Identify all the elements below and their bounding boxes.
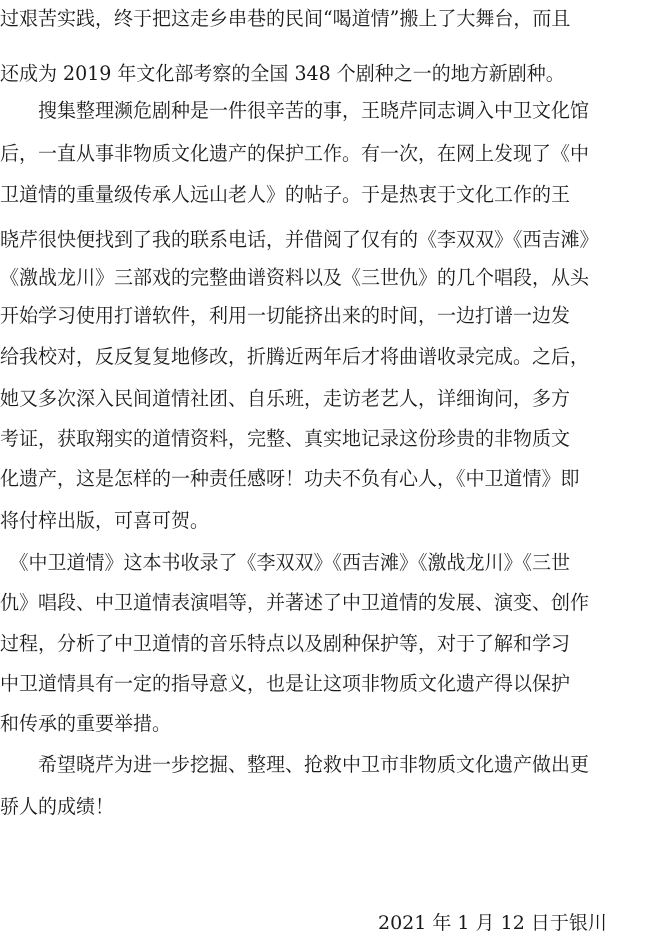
text-line: 《中卫道情》这本书收录了《李双双》《西吉滩》《激战龙川》《三世 bbox=[0, 551, 570, 574]
text-line: 仇》唱段、中卫道情表演唱等，并著述了中卫道情的发展、演变、创作 bbox=[0, 591, 589, 614]
text-line: 《激战龙川》三部戏的完整曲谱资料以及《三世仇》的几个唱段，从头 bbox=[0, 266, 589, 289]
text-line: 给我校对，反反复复地修改，折腾近两年后才将曲谱收录完成。之后， bbox=[0, 345, 589, 368]
text-line: 搜集整理濒危剧种是一件很辛苦的事，王晓芹同志调入中卫文化馆 bbox=[0, 99, 589, 122]
signature-date: 2021 年 1 月 12 日于银川 bbox=[378, 912, 607, 934]
text-line: 还成为 2019 年文化部考察的全国 348 个剧种之一的地方新剧种。 bbox=[0, 62, 565, 85]
text-line: 化遗产，这是怎样的一种责任感呀！功夫不负有心人，《中卫道情》即 bbox=[0, 467, 580, 490]
text-line: 她又多次深入民间道情社团、自乐班，走访老艺人，详细询问，多方 bbox=[0, 387, 570, 410]
text-line: 过艰苦实践，终于把这走乡串巷的民间“喝道情”搬上了大舞台，而且 bbox=[0, 7, 571, 30]
text-line: 过程，分析了中卫道情的音乐特点以及剧种保护等，对于了解和学习 bbox=[0, 632, 570, 655]
text-line: 开始学习使用打谱软件，利用一切能挤出来的时间，一边打谱一边发 bbox=[0, 304, 570, 327]
text-line: 希望晓芹为进一步挖掘、整理、抢救中卫市非物质文化遗产做出更 bbox=[0, 753, 589, 776]
text-line: 将付梓出版，可喜可贺。 bbox=[0, 509, 209, 532]
text-line: 晓芹很快便找到了我的联系电话，并借阅了仅有的《李双双》《西吉滩》 bbox=[0, 228, 599, 251]
text-line: 中卫道情具有一定的指导意义，也是让这项非物质文化遗产得以保护 bbox=[0, 672, 570, 695]
text-line: 骄人的成绩！ bbox=[0, 795, 115, 818]
text-line: 和传承的重要举措。 bbox=[0, 712, 172, 735]
text-line: 后，一直从事非物质文化遗产的保护工作。有一次，在网上发现了《中 bbox=[0, 142, 589, 165]
text-line: 考证，获取翔实的道情资料，完整、真实地记录这份珍贵的非物质文 bbox=[0, 427, 570, 450]
text-line: 卫道情的重量级传承人远山老人》的帖子。于是热衷于文化工作的王 bbox=[0, 183, 570, 206]
